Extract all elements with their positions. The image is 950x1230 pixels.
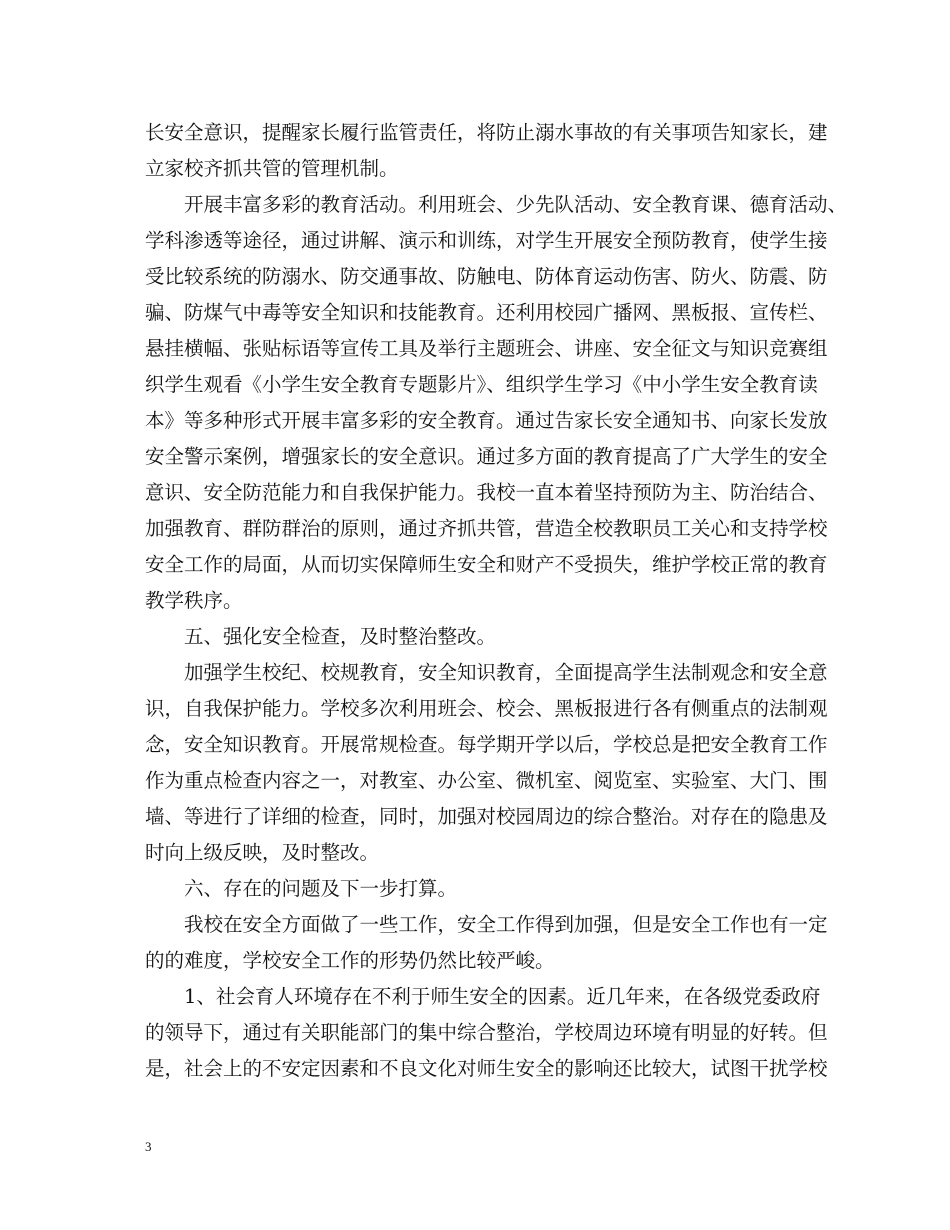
- text-line: 识，自我保护能力。学校多次利用班会、校会、黑板报进行各有侧重点的法制观: [145, 697, 828, 720]
- text-line: 受比较系统的防溺水、防交通事故、防触电、防体育运动伤害、防火、防震、防: [145, 265, 828, 288]
- text-line: 加强学生校纪、校规教育，安全知识教育，全面提高学生法制观念和安全意: [184, 661, 828, 684]
- text-line: 长安全意识，提醒家长履行监管责任，将防止溺水事故的有关事项告知家长，建: [145, 121, 828, 144]
- text-line: 织学生观看《小学生安全教育专题影片》、组织学生学习《中小学生安全教育读: [145, 373, 818, 396]
- text-line: 的领导下，通过有关职能部门的集中综合整治，学校周边环境有明显的好转。但: [145, 1021, 828, 1044]
- text-line: 安全工作的局面，从而切实保障师生安全和财产不受损失，维护学校正常的教育: [145, 553, 828, 576]
- text-line: 作为重点检查内容之一，对教室、办公室、微机室、阅览室、实验室、大门、围: [145, 769, 828, 792]
- text-line: 骗、防煤气中毒等安全知识和技能教育。还利用校园广播网、黑板报、宣传栏、: [145, 301, 828, 324]
- text-line: 加强教育、群防群治的原则，通过齐抓共管，营造全校教职员工关心和支持学校: [145, 517, 828, 540]
- text-line: 学科渗透等途径，通过讲解、演示和训练，对学生开展安全预防教育，使学生接: [145, 229, 828, 252]
- text-line: 教学秩序。: [145, 589, 243, 612]
- text-line: 我校在安全方面做了一些工作，安全工作得到加强，但是安全工作也有一定: [184, 913, 828, 936]
- text-line: 时向上级反映，及时整改。: [145, 841, 380, 864]
- text-line: 开展丰富多彩的教育活动。利用班会、少先队活动、安全教育课、德育活动、: [184, 193, 848, 216]
- text-line: 安全警示案例，增强家长的安全意识。通过多方面的教育提高了广大学生的安全: [145, 445, 828, 468]
- text-line: 念，安全知识教育。开展常规检查。每学期开学以后，学校总是把安全教育工作: [145, 733, 828, 756]
- text-line: 立家校齐抓共管的管理机制。: [145, 157, 399, 180]
- page-number: 3: [145, 1139, 152, 1154]
- section-heading: 六、存在的问题及下一步打算。: [184, 877, 458, 900]
- text-line: 是，社会上的不安定因素和不良文化对师生安全的影响还比较大，试图干扰学校: [145, 1057, 828, 1080]
- text-line: 悬挂横幅、张贴标语等宣传工具及举行主题班会、讲座、安全征文与知识竞赛组: [145, 337, 828, 360]
- section-heading: 五、强化安全检查，及时整治整改。: [184, 625, 497, 648]
- text-line: 墙、等进行了详细的检查，同时，加强对校园周边的综合整治。对存在的隐患及: [145, 805, 828, 828]
- text-line: 的的难度，学校安全工作的形势仍然比较严峻。: [145, 949, 555, 972]
- text-line: 本》等多种形式开展丰富多彩的安全教育。通过告家长安全通知书、向家长发放: [145, 409, 828, 432]
- text-line: 1、社会育人环境存在不利于师生安全的因素。近几年来，在各级党委政府: [184, 985, 821, 1008]
- text-line: 意识、安全防范能力和自我保护能力。我校一直本着坚持预防为主、防治结合、: [145, 481, 828, 504]
